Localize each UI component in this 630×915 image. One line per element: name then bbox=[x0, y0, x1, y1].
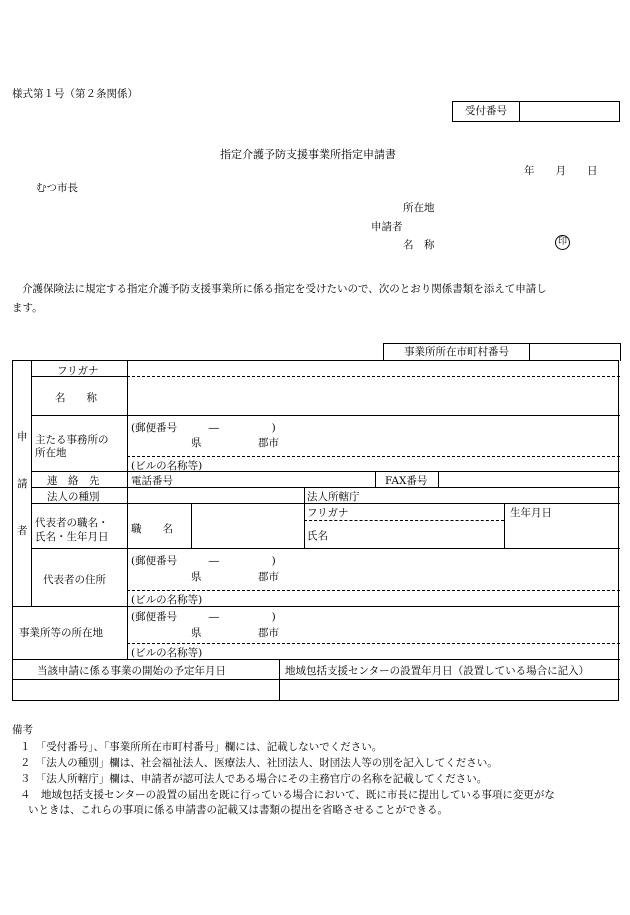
corp-type-field[interactable] bbox=[129, 488, 302, 502]
main-office-pref: 県 bbox=[191, 437, 202, 449]
note-item-2: ２ 「法人の種別」欄は、社会福祉法人、医療法人、社団法人、財団法人等の別を記入してください。 bbox=[20, 757, 498, 769]
applicant-name-label: 名 称 bbox=[403, 239, 435, 251]
notes-heading: 備考 bbox=[12, 724, 33, 736]
start-date-label: 当該申請に係る事業の開始の予定年月日 bbox=[37, 665, 226, 677]
main-office-label-line-1: 主たる事務所の bbox=[35, 434, 109, 446]
name-label: 名 称 bbox=[55, 392, 97, 404]
name-field[interactable] bbox=[129, 378, 617, 413]
rep-address-pref: 県 bbox=[191, 571, 202, 583]
rep-title-label-line-1: 代表者の職名・ bbox=[35, 517, 109, 529]
rep-title-label-line-2: 氏名・生年月日 bbox=[35, 531, 109, 543]
main-office-building: (ビルの名称等) bbox=[131, 460, 203, 472]
body-text-line-2: ます。 bbox=[12, 302, 43, 314]
rep-address-postal: (郵便番号 ― ) bbox=[131, 555, 276, 567]
center-date-field[interactable] bbox=[281, 681, 618, 700]
body-text-line-1: 介護保険法に規定する指定介護予防支援事業所に係る指定を受けたいので、次のとおり関係書類を添えて申請し bbox=[22, 283, 547, 295]
date-line: 年 月 日 bbox=[524, 165, 598, 177]
full-name-label: 氏名 bbox=[307, 530, 328, 542]
rep-furigana-label: フリガナ bbox=[307, 507, 349, 519]
rep-address-county: 郡市 bbox=[258, 571, 279, 583]
main-office-county: 郡市 bbox=[258, 437, 279, 449]
position-field[interactable] bbox=[193, 505, 302, 546]
birth-date-label: 生年月日 bbox=[510, 507, 552, 519]
office-location-postal: (郵便番号 ― ) bbox=[131, 611, 276, 623]
main-office-label-line-2: 所在地 bbox=[35, 447, 67, 459]
phone-label: 電話番号 bbox=[131, 475, 173, 487]
office-location-pref: 県 bbox=[191, 627, 202, 639]
addressee: むつ市長 bbox=[36, 182, 78, 194]
applicant-label: 申請者 bbox=[371, 221, 403, 233]
rep-address-label: 代表者の住所 bbox=[43, 574, 106, 586]
contact-label: 連 絡 先 bbox=[47, 475, 100, 487]
furigana-field[interactable] bbox=[129, 362, 617, 375]
corp-authority-field[interactable] bbox=[375, 488, 618, 502]
office-location-label: 事業所等の所在地 bbox=[19, 627, 103, 639]
municipality-number-label: 事業所所在市町村番号 bbox=[384, 344, 530, 361]
rep-address-building: (ビルの名称等) bbox=[131, 594, 203, 606]
municipality-number-field[interactable] bbox=[530, 344, 620, 361]
application-table bbox=[12, 360, 619, 701]
corp-authority-label: 法人所轄庁 bbox=[307, 491, 360, 503]
note-item-4: ４ 地域包括支援センターの設置の届出を既に行っている場合において、既に市長に提出している事項に変更がな bbox=[20, 789, 555, 801]
note-item-1: １ 「受付番号」、「事業所所在市町村番号」欄には、記載しないでください。 bbox=[20, 741, 383, 753]
office-location-county: 郡市 bbox=[258, 627, 279, 639]
applicant-location-label: 所在地 bbox=[403, 202, 435, 214]
municipality-number-box bbox=[383, 343, 621, 361]
receipt-number-field[interactable] bbox=[520, 102, 619, 121]
phone-field[interactable] bbox=[193, 472, 373, 486]
note-item-4-continued: いときは、これらの事項に係る申請書の記載又は書類の提出を省略させることができる。 bbox=[28, 804, 448, 816]
furigana-label: フリガナ bbox=[57, 365, 99, 377]
side-label-char-2: 請 bbox=[17, 478, 28, 490]
receipt-number-label: 受付番号 bbox=[453, 102, 520, 121]
side-label-char-1: 申 bbox=[17, 431, 28, 443]
document-title: 指定介護予防支援事業所指定申請書 bbox=[220, 148, 396, 161]
corp-type-label: 法人の種別 bbox=[47, 491, 100, 503]
seal-mark: 印 bbox=[555, 235, 570, 250]
center-date-label: 地域包括支援センターの設置年月日（設置している場合に記入） bbox=[285, 665, 590, 677]
receipt-number-box bbox=[452, 101, 620, 122]
fax-label: FAX番号 bbox=[385, 475, 428, 487]
fax-field[interactable] bbox=[440, 472, 618, 486]
position-label: 職 名 bbox=[131, 523, 173, 535]
office-location-building: (ビルの名称等) bbox=[131, 647, 203, 659]
form-number: 様式第１号（第２条関係） bbox=[12, 88, 138, 100]
note-item-3: ３ 「法人所轄庁」欄は、申請者が認可法人である場合にその主務官庁の名称を記載してください。 bbox=[20, 773, 488, 785]
side-label-char-3: 者 bbox=[17, 525, 28, 537]
start-date-field[interactable] bbox=[15, 681, 277, 700]
main-office-postal: (郵便番号 ― ) bbox=[131, 422, 276, 434]
